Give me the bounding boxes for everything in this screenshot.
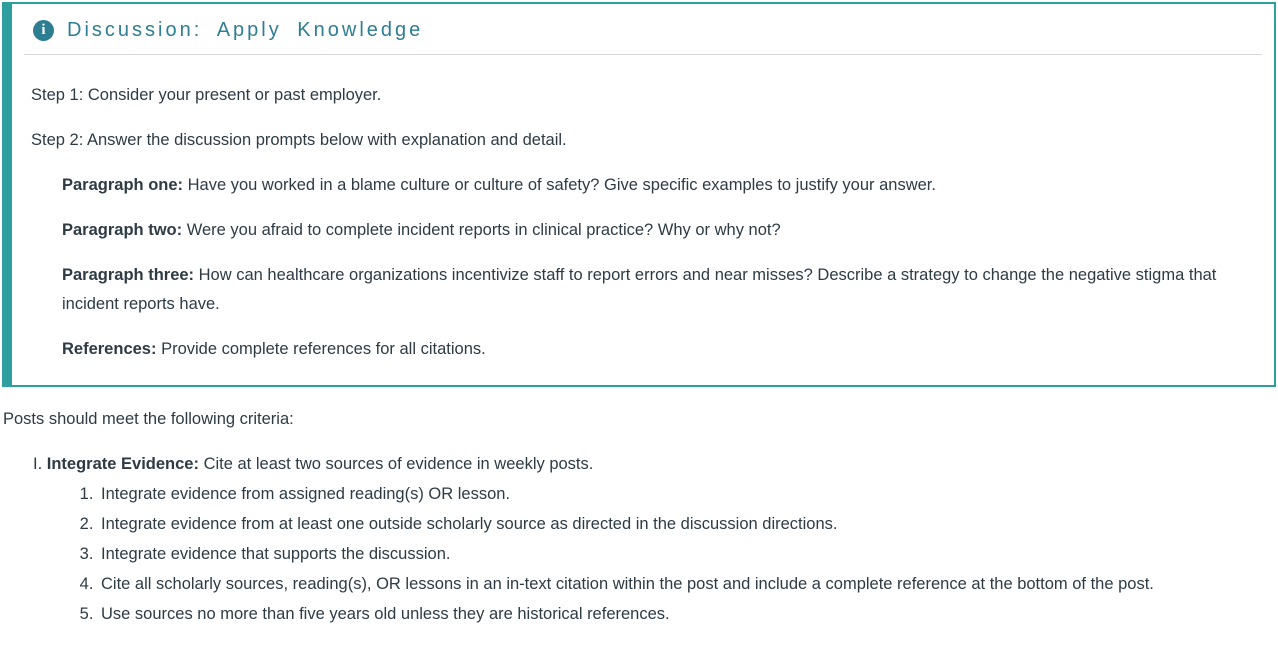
references-text: Provide complete references for all citations. xyxy=(161,340,486,358)
criteria-item-integrate-evidence xyxy=(33,450,1268,479)
prompt-one-text: Have you worked in a blame culture or culture of safety? Give specific examples to justify your answer. xyxy=(187,176,936,194)
prompt-paragraph-two xyxy=(31,216,1254,245)
prompt-three-text: How can healthcare organizations incentivize staff to report errors and near misses? Describe a strategy to change the negative stigma that incident reports have. xyxy=(62,266,1217,313)
criteria-sub-item-1: 1. Integrate evidence from assigned reading(s) OR lesson. xyxy=(98,479,1268,509)
info-icon: i xyxy=(33,20,54,41)
prompt-two-label: Paragraph two: xyxy=(62,221,183,239)
prompt-references xyxy=(31,335,1254,364)
criteria-sub-item-5: 5. Use sources no more than five years old unless they are historical references. xyxy=(98,599,1268,629)
criteria-intro: Posts should meet the following criteria: xyxy=(3,410,294,428)
prompt-paragraph-three xyxy=(31,261,1254,319)
discussion-callout xyxy=(2,2,1276,387)
criteria-item-label: Integrate Evidence: xyxy=(46,455,199,473)
criteria-section xyxy=(0,387,1278,629)
criteria-item-text: Cite at least two sources of evidence in weekly posts. xyxy=(203,455,594,473)
criteria-sub-item-2: 2. Integrate evidence from at least one outside scholarly source as directed in the discussion directions. xyxy=(98,509,1268,539)
step-2-text: Step 2: Answer the discussion prompts below with explanation and detail. xyxy=(31,131,567,149)
callout-body xyxy=(12,55,1274,385)
callout-header xyxy=(24,4,1262,55)
criteria-sub-item-4: 4. Cite all scholarly sources, reading(s), OR lessons in an in-text citation within the post and include a complete reference at the bottom of the post. xyxy=(98,569,1268,599)
references-label: References: xyxy=(62,340,157,358)
step-1-text: Step 1: Consider your present or past employer. xyxy=(31,86,382,104)
criteria-roman-numeral: I. xyxy=(33,455,43,473)
criteria-sub-list xyxy=(36,479,1268,629)
prompt-three-label: Paragraph three: xyxy=(62,266,195,284)
callout-title: Discussion: Apply Knowledge xyxy=(67,19,424,41)
prompt-one-label: Paragraph one: xyxy=(62,176,184,194)
criteria-sub-item-3: 3. Integrate evidence that supports the discussion. xyxy=(98,539,1268,569)
prompt-two-text: Were you afraid to complete incident reports in clinical practice? Why or why not? xyxy=(186,221,781,239)
prompt-paragraph-one xyxy=(31,171,1254,200)
